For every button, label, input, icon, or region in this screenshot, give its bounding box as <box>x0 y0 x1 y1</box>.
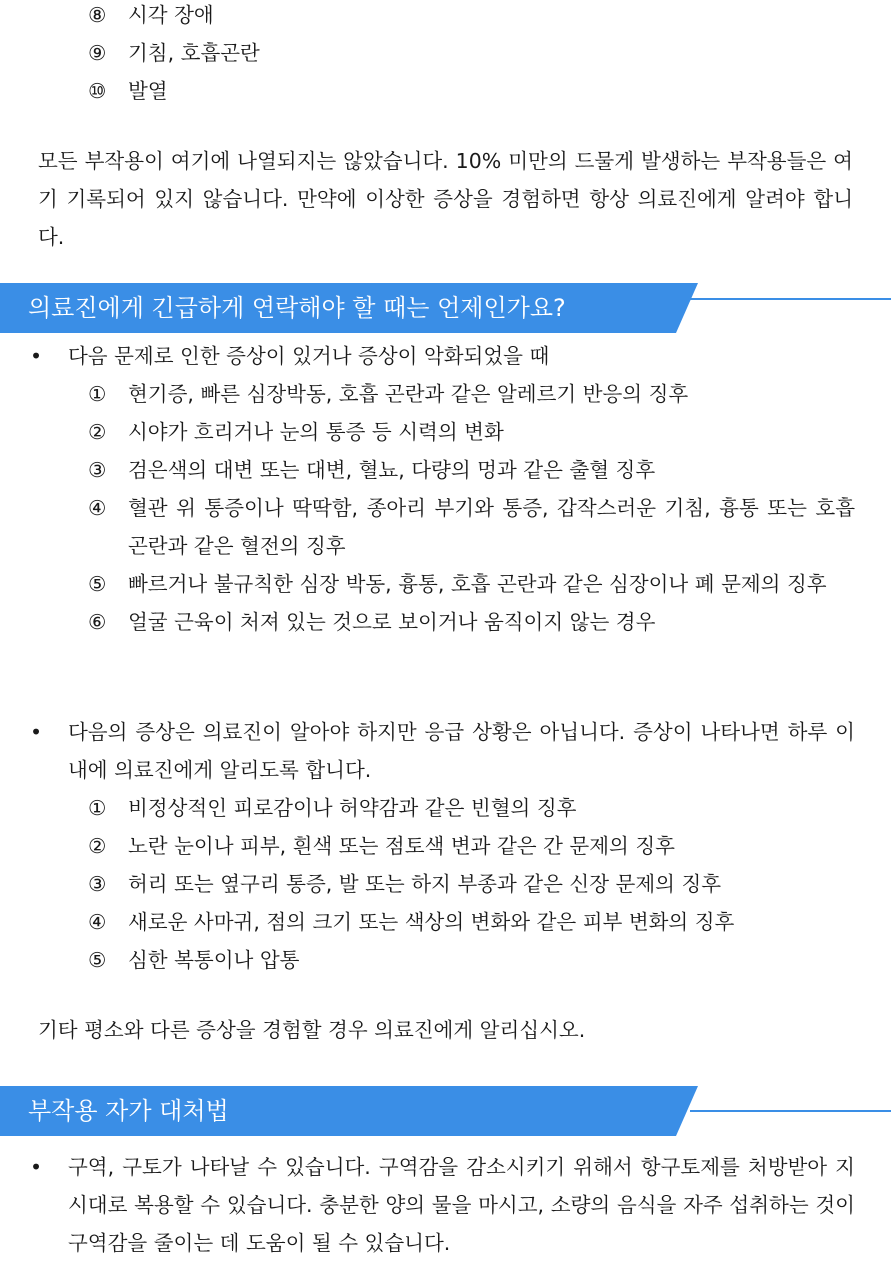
section-title: 부작용 자가 대처법 <box>28 1097 229 1125</box>
list-item <box>88 0 858 34</box>
bullet-marker: • <box>30 720 43 744</box>
sub-list <box>30 789 855 979</box>
item-number: ④ <box>88 496 107 520</box>
item-number: ③ <box>88 458 107 482</box>
item-text: 새로운 사마귀, 점의 크기 또는 색상의 변화와 같은 피부 변화의 징후 <box>128 910 735 934</box>
list-item <box>88 565 855 603</box>
item-number: ③ <box>88 872 107 896</box>
list-item <box>88 603 855 641</box>
bullet-marker: • <box>30 344 43 368</box>
section-header-self-care <box>0 1086 891 1136</box>
bullet-item <box>30 713 855 789</box>
bullet-item <box>30 1148 855 1262</box>
continued-list <box>88 0 858 110</box>
item-text: 기침, 호흡곤란 <box>128 41 260 65</box>
list-item <box>88 413 855 451</box>
item-text: 노란 눈이나 피부, 흰색 또는 점토색 변과 같은 간 문제의 징후 <box>128 834 675 858</box>
list-item <box>88 903 855 941</box>
intro-paragraph: 모든 부작용이 여기에 나열되지는 않았습니다. 10% 미만의 드물게 발생하는 부작용들은 여기 기록되어 있지 않습니다. 만약에 이상한 증상을 경험하면 항상 의료진에게 알려야 합니다. <box>38 149 853 249</box>
item-text: 빠르거나 불규칙한 심장 박동, 흉통, 호흡 곤란과 같은 심장이나 폐 문제의 징후 <box>128 572 827 596</box>
list-item <box>88 489 855 565</box>
item-text: 얼굴 근육이 처져 있는 것으로 보이거나 움직이지 않는 경우 <box>128 610 656 634</box>
list-item <box>88 865 855 903</box>
closing-paragraph: 기타 평소와 다른 증상을 경험할 경우 의료진에게 알리십시오. <box>38 1018 586 1042</box>
item-number: ⑨ <box>88 41 107 65</box>
list-item <box>88 941 855 979</box>
item-text: 혈관 위 통증이나 딱딱함, 종아리 부기와 통증, 갑작스러운 기침, 흉통 또는 호흡 곤란과 같은 혈전의 징후 <box>128 496 855 558</box>
item-number: ④ <box>88 910 107 934</box>
item-number: ⑤ <box>88 572 107 596</box>
bullet-item <box>30 337 855 375</box>
list-item <box>88 789 855 827</box>
urgent-symptoms-block <box>30 337 855 641</box>
item-text: 비정상적인 피로감이나 허약감과 같은 빈혈의 징후 <box>128 796 577 820</box>
item-number: ② <box>88 834 107 858</box>
bullet-marker: • <box>30 1155 43 1179</box>
item-number: ⑩ <box>88 79 107 103</box>
item-text: 발열 <box>128 79 168 103</box>
item-number: ① <box>88 382 107 406</box>
list-item <box>88 34 858 72</box>
bullet-text: 구역, 구토가 나타날 수 있습니다. 구역감을 감소시키기 위해서 항구토제를 처방받아 지시대로 복용할 수 있습니다. 충분한 양의 물을 마시고, 소량의 음식을 자주 섭취하는 것이 구역감을 줄이는 데 도움이 될 수 있습니다. <box>68 1155 855 1255</box>
list-item <box>88 375 855 413</box>
item-number: ① <box>88 796 107 820</box>
non-emergency-symptoms-block <box>30 713 855 979</box>
list-item <box>88 827 855 865</box>
item-number: ⑧ <box>88 3 107 27</box>
bullet-text: 다음의 증상은 의료진이 알아야 하지만 응급 상황은 아닙니다. 증상이 나타나면 하루 이내에 의료진에게 알리도록 합니다. <box>68 720 855 782</box>
item-number: ② <box>88 420 107 444</box>
item-text: 허리 또는 옆구리 통증, 발 또는 하지 부종과 같은 신장 문제의 징후 <box>128 872 722 896</box>
item-text: 시각 장애 <box>128 3 214 27</box>
item-number: ⑥ <box>88 610 107 634</box>
list-item <box>88 72 858 110</box>
section-title: 의료진에게 긴급하게 연락해야 할 때는 언제인가요? <box>28 294 566 322</box>
item-text: 검은색의 대변 또는 대변, 혈뇨, 다량의 멍과 같은 출혈 징후 <box>128 458 656 482</box>
item-number: ⑤ <box>88 948 107 972</box>
list-item <box>88 451 855 489</box>
item-text: 현기증, 빠른 심장박동, 호흡 곤란과 같은 알레르기 반응의 징후 <box>128 382 689 406</box>
self-care-block <box>30 1148 855 1262</box>
sub-list <box>30 375 855 641</box>
bullet-text: 다음 문제로 인한 증상이 있거나 증상이 악화되었을 때 <box>68 344 550 368</box>
item-text: 시야가 흐리거나 눈의 통증 등 시력의 변화 <box>128 420 504 444</box>
section-header-urgent-contact <box>0 283 891 333</box>
item-text: 심한 복통이나 압통 <box>128 948 300 972</box>
